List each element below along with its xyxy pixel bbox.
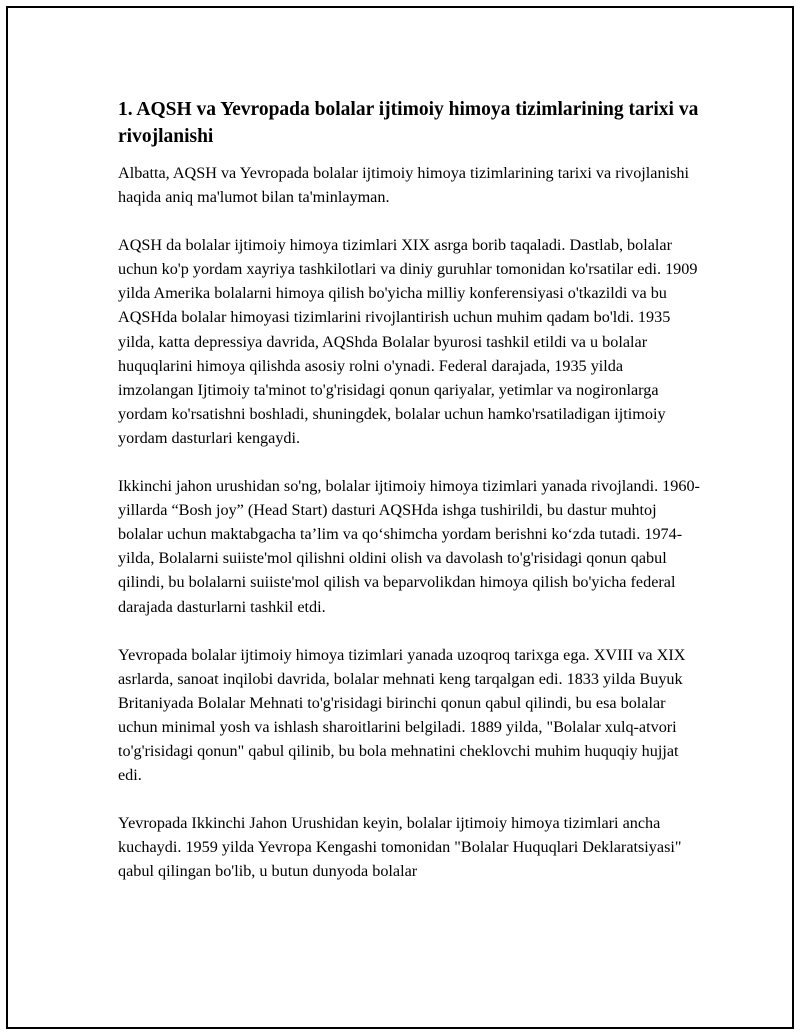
paragraph-europe-history: Yevropada bolalar ijtimoiy himoya tizimlari yanada uzoqroq tarixga ega. XVIII va XIX asrlarda, sanoat inqilobi davrida, bolalar mehnati keng tarqalgan edi. 1833 yilda Buyuk Britaniyada Bolalar Mehnati to'g'risidagi birinchi qonun qabul qilindi, bu esa bolalar uchun minimal yosh va ishlash sharoitlarini belgiladi. 1889 yilda, "Bolalar xulq-atvori to'g'risidagi qonun" qabul qilinib, bu bola mehnatini cheklovchi muhim huquqiy hujjat edi. — [118, 645, 686, 785]
page-frame — [6, 6, 794, 1029]
paragraph-europe-postwar: Yevropada Ikkinchi Jahon Urushidan keyin, bolalar ijtimoiy himoya tizimlari ancha kuchaydi. 1959 yilda Yevropa Kengashi tomonidan "Bolalar Huquqlari Deklaratsiyasi" qabul qilingan bo'lib, u butun dunyoda bolalar — [118, 814, 682, 881]
paragraph-intro: Albatta, AQSH va Yevropada bolalar ijtimoiy himoya tizimlarining tarixi va rivojlanishi haqida aniq ma'lumot bilan ta'minlayman. — [118, 164, 689, 207]
section-heading: 1. AQSH va Yevropada bolalar ijtimoiy himoya tizimlarining tarixi va rivojlanishi — [118, 99, 699, 147]
paragraph-postwar-usa: Ikkinchi jahon urushidan so'ng, bolalar ijtimoiy himoya tizimlari yanada rivojlandi. 1960-yillarda “Bosh joy” (Head Start) dasturi AQSHda ishga tushirildi, bu dastur muhtoj bolalar uchun maktabgacha ta’lim va qo‘shimcha yordam berishni ko‘zda tutadi. 1974-yilda, Bolalarni suiiste'mol qilishni oldini olish va davolash to'g'risidagi qonun qabul qilindi, bu bolalarni suiiste'mol qilish va beparvolikdan himoya qilish bo'yicha federal darajada dasturlarni tashkil etdi. — [118, 477, 700, 616]
document-body — [118, 96, 700, 907]
paragraph-usa-history: AQSH da bolalar ijtimoiy himoya tizimlari XIX asrga borib taqaladi. Dastlab, bolalar uchun ko'p yordam xayriya tashkilotlari va diniy guruhlar tomonidan ko'rsatilar edi. 1909 yilda Amerika bolalarni himoya qilish bo'yicha milliy konferensiyasi o'tkazildi va bu AQSHda bolalar himoyasi tizimlarini rivojlantirish uchun muhim qadam bo'ldi. 1935 yilda, katta depressiya davrida, AQShda Bolalar byurosi tashkil etildi va u bolalar huquqlarini himoya qilishda asosiy rolni o'ynadi. Federal darajada, 1935 yilda imzolangan Ijtimoiy ta'minot to'g'risidagi qonun qariyalar, yetimlar va nogironlarga yordam ko'rsatishni boshladi, shuningdek, bolalar uchun hamko'rsatiladigan ijtimoiy yordam dasturlari kengaydi. — [118, 236, 698, 447]
